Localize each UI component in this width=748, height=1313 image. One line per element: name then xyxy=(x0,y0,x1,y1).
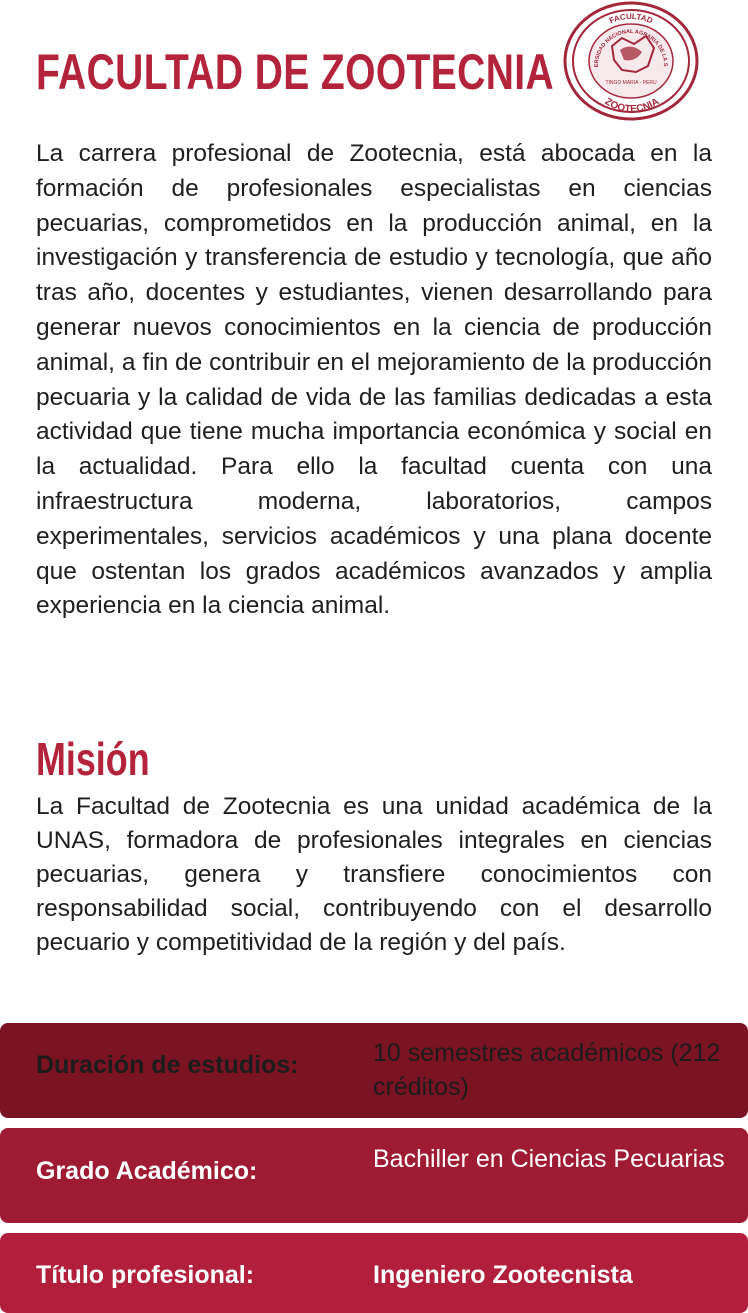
intro-paragraph: La carrera profesional de Zootecnia, está abocada en la formación de profesionales especialistas en ciencias pecuarias, comprometidos en la producción animal, en la investigación y transferencia de estudio y tecnología, que año tras año, docentes y estudiantes, vienen desarrollando para generar nuevos conocimientos en la ciencia de producción animal, a fin de contribuir en el mejoramiento de la producción pecuaria y la calidad de vida de las familias dedicadas a esta actividad que tiene mucha importancia económica y social en la actualidad. Para ello la facultad cuenta con una infraestructura moderna, laboratorios, campos experimentales, servicios académicos y una plana docente que ostentan los grados académicos avanzados y amplia experiencia en la ciencia animal. xyxy=(36,140,712,620)
grado-value: Bachiller en Ciencias Pecuarias xyxy=(373,1145,725,1173)
page-title: FACULTAD DE ZOOTECNIA xyxy=(36,44,555,100)
svg-text:ZOOTECNIA: ZOOTECNIA xyxy=(602,96,662,115)
duracion-value: 10 semestres académicos (212 créditos) xyxy=(373,1039,721,1101)
titulo-value: Ingeniero Zootecnista xyxy=(373,1261,633,1289)
svg-text:UNIVERSIDAD NACIONAL AGRARIA D: ERSIDAD NACIONAL AGRARIA DE LA S xyxy=(593,28,669,68)
mision-paragraph: La Facultad de Zootecnia es una unidad académica de la UNAS, formadora de profesionales integrales en ciencias pecuarias, genera y transfiere conocimientos con responsabilidad social, contribuyendo con el desarrollo pecuario y competitividad de la región y del país. xyxy=(36,793,712,956)
svg-text:FACULTAD: FACULTAD xyxy=(607,11,654,26)
university-seal-logo xyxy=(562,0,700,122)
mision-heading: Misión xyxy=(36,733,150,785)
titulo-label: Título profesional: xyxy=(36,1261,255,1289)
duracion-label: Duración de estudios: xyxy=(36,1051,299,1079)
svg-text:TINGO MARIA - PERU: TINGO MARIA - PERU xyxy=(605,80,657,86)
grado-label: Grado Académico: xyxy=(36,1157,258,1185)
